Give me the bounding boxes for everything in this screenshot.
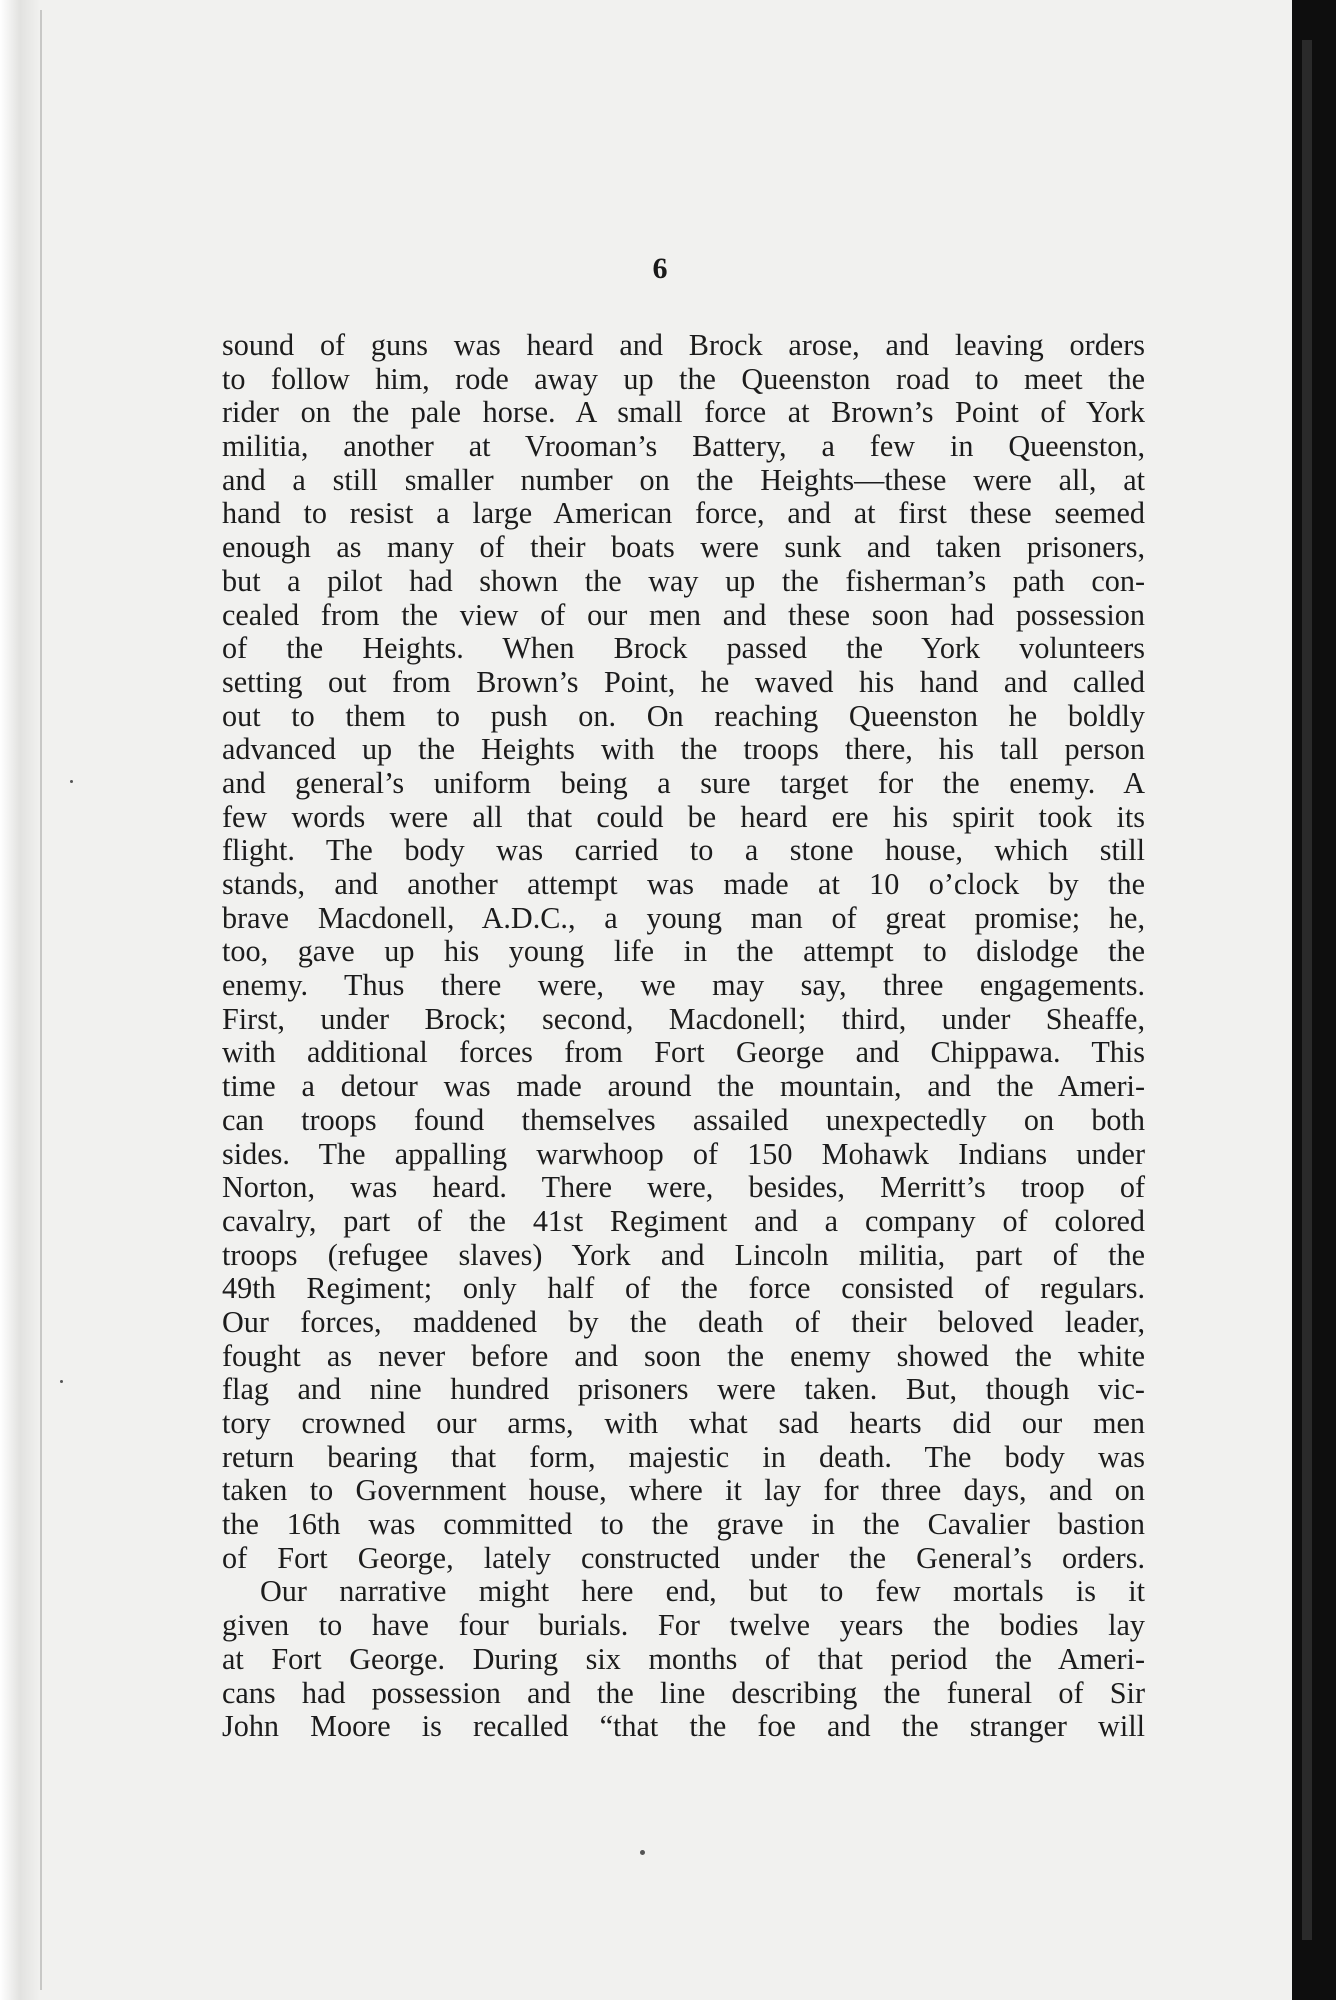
text-line: Our forces, maddened by the death of their beloved leader, [222, 1304, 1145, 1339]
text-line: hand to resist a large American force, and at first these seemed [222, 496, 1145, 531]
text-line: at Fort George. During six months of that period the Ameri- [222, 1641, 1145, 1676]
body-text [222, 329, 1145, 1744]
text-line: cealed from the view of our men and these soon had possession [222, 597, 1145, 632]
text-line: fought as never before and soon the enemy showed the white [222, 1338, 1145, 1373]
text-line: time a detour was made around the mountain, and the Ameri- [222, 1069, 1145, 1104]
paper-speck [640, 1850, 645, 1855]
text-line: flight. The body was carried to a stone house, which still [222, 833, 1145, 868]
text-line: enemy. Thus there were, we may say, three engagements. [222, 968, 1145, 1003]
text-line: Our narrative might here end, but to few mortals is it [260, 1574, 1145, 1609]
text-line: of Fort George, lately constructed under the General’s orders. [222, 1540, 1145, 1575]
text-line: brave Macdonell, A.D.C., a young man of great promise; he, [222, 900, 1145, 935]
text-line: enough as many of their boats were sunk and taken prisoners, [222, 530, 1145, 565]
right-page-edge [1292, 0, 1336, 2000]
text-line: out to them to push on. On reaching Queenston he boldly [222, 698, 1145, 733]
text-line: militia, another at Vrooman’s Battery, a few in Queenston, [222, 429, 1145, 464]
text-line: Norton, was heard. There were, besides, Merritt’s troop of [222, 1170, 1145, 1205]
text-line: given to have four burials. For twelve years the bodies lay [222, 1608, 1145, 1643]
right-edge-strip [1302, 40, 1312, 1940]
text-line: can troops found themselves assailed unexpectedly on both [222, 1102, 1145, 1137]
text-line: First, under Brock; second, Macdonell; third, under Sheaffe, [222, 1001, 1145, 1036]
text-line: rider on the pale horse. A small force at Brown’s Point of York [222, 395, 1145, 430]
text-line: and a still smaller number on the Heights—these were all, at [222, 462, 1145, 497]
text-line: flag and nine hundred prisoners were taken. But, though vic- [222, 1372, 1145, 1407]
text-line: too, gave up his young life in the attempt to dislodge the [222, 934, 1145, 969]
text-line: tory crowned our arms, with what sad hearts did our men [222, 1406, 1145, 1440]
text-line: to follow him, rode away up the Queenston road to meet the [222, 361, 1145, 396]
text-line: of the Heights. When Brock passed the York volunteers [222, 631, 1145, 666]
left-page-edge [40, 10, 42, 1990]
text-line: cavalry, part of the 41st Regiment and a company of colored [222, 1203, 1145, 1238]
text-line: the 16th was committed to the grave in the Cavalier bastion [222, 1507, 1145, 1542]
text-line: stands, and another attempt was made at 10 o’clock by the [222, 867, 1145, 901]
text-line: sound of guns was heard and Brock arose, and leaving orders [222, 328, 1145, 362]
text-line: return bearing that form, majestic in death. The body was [222, 1439, 1145, 1474]
left-gutter-shadow [0, 0, 40, 2000]
text-line: few words were all that could be heard ere his spirit took its [222, 799, 1145, 834]
page-number: 6 [652, 252, 668, 285]
text-line: and general’s uniform being a sure target for the enemy. A [222, 765, 1145, 800]
text-line: sides. The appalling warwhoop of 150 Mohawk Indians under [222, 1136, 1145, 1171]
text-line: setting out from Brown’s Point, he waved his hand and called [222, 664, 1145, 699]
text-line: John Moore is recalled “that the foe and the stranger will [222, 1709, 1145, 1744]
text-line: advanced up the Heights with the troops there, his tall person [222, 732, 1145, 767]
text-line: but a pilot had shown the way up the fisherman’s path con- [222, 563, 1145, 598]
text-line: troops (refugee slaves) York and Lincoln militia, part of the [222, 1237, 1145, 1272]
text-line: cans had possession and the line describing the funeral of Sir [222, 1675, 1145, 1710]
text-line: 49th Regiment; only half of the force consisted of regulars. [222, 1271, 1145, 1306]
paper-speck [60, 1380, 63, 1383]
text-line: with additional forces from Fort George and Chippawa. This [222, 1035, 1145, 1070]
text-line: taken to Government house, where it lay for three days, and on [222, 1473, 1145, 1508]
paper-speck [70, 780, 73, 783]
